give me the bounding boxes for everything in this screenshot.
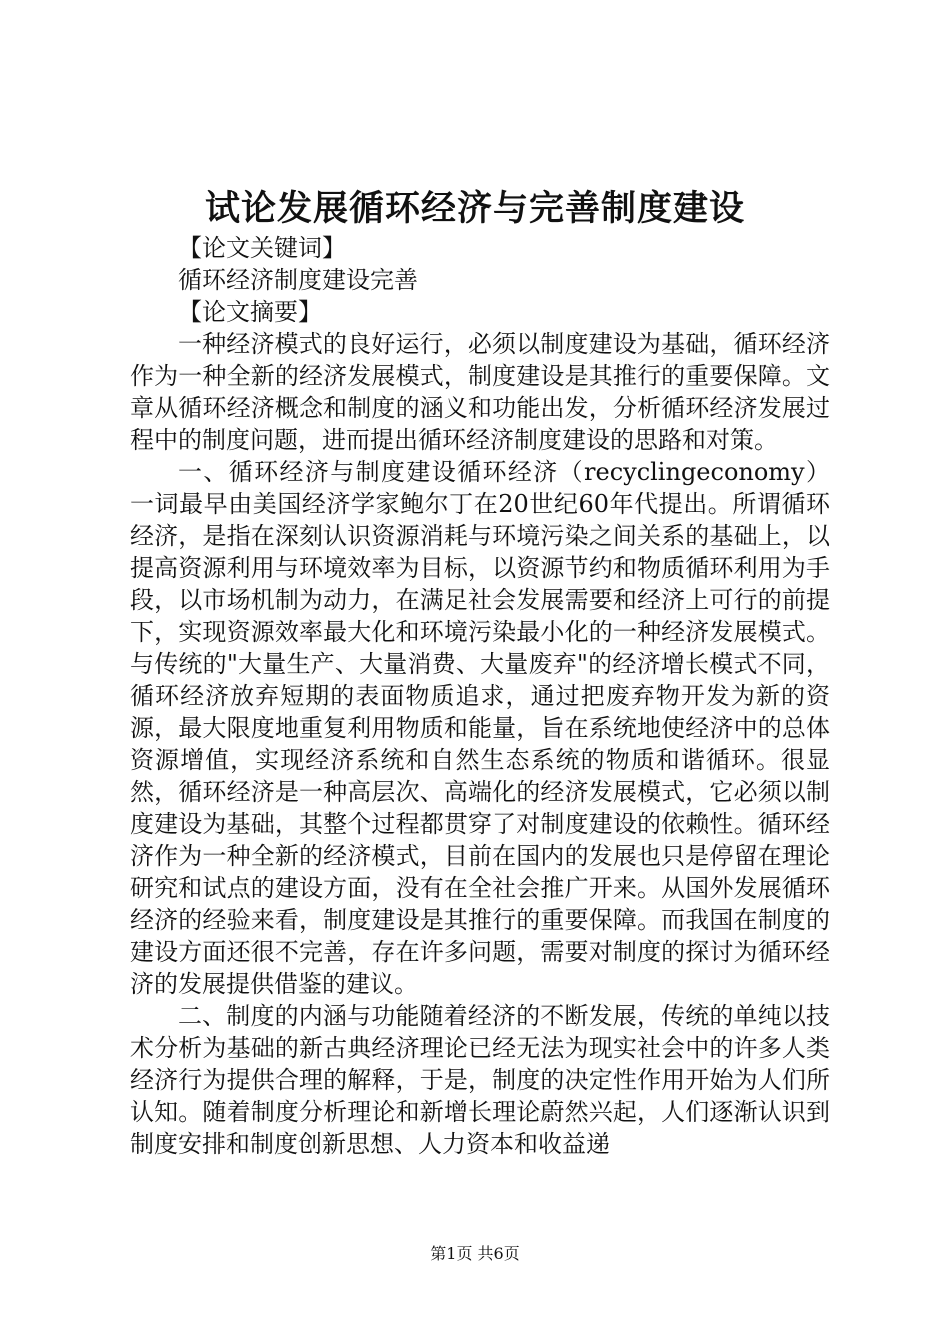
document-body (130, 232, 830, 1160)
document-title: 试论发展循环经济与完善制度建设 (204, 188, 745, 229)
section-2-paragraph: 二、制度的内涵与功能随着经济的不断发展，传统的单纯以技术分析为基础的新古典经济理论已经无法为现实社会中的许多人类经济行为提供合理的解释，于是，制度的决定性作用开始为人们所认知。随着制度分析理论和新增长理论蔚然兴起，人们逐渐认识到制度安排和制度创新思想、人力资本和收益递 (130, 1002, 830, 1158)
section-1-paragraph: 一、循环经济与制度建设循环经济（recyclingeconomy）一词最早由美国经济学家鲍尔丁在20世纪60年代提出。所谓循环经济，是指在深刻认识资源消耗与环境污染之间关系的基础上，以提高资源利用与环境效率为目标，以资源节约和物质循环利用为手段，以市场机制为动力，在满足社会发展需要和经济上可行的前提下，实现资源效率最大化和环境污染最小化的一种经济发展模式。与传统的"大量生产、大量消费、大量废弃"的经济增长模式不同，循环经济放弃短期的表面物质追求，通过把废弃物开发为新的资源，最大限度地重复利用物质和能量，旨在系统地使经济中的总体资源增值，实现经济系统和自然生态系统的物质和谐循环。很显然，循环经济是一种高层次、高端化的经济发展模式，它必须以制度建设为基础，其整个过程都贯穿了对制度建设的依赖性。循环经济作为一种全新的经济模式，目前在国内的发展也只是停留在理论研究和试点的建设方面，没有在全社会推广开来。从国外发展循环经济的经验来看，制度建设是其推行的重要保障。而我国在制度的建设方面还很不完善，存在许多问题，需要对制度的探讨为循环经济的发展提供借鉴的建议。 (130, 458, 830, 998)
keywords-text: 循环经济制度建设完善 (178, 266, 418, 294)
keywords-heading: 【论文关键词】 (178, 234, 346, 262)
page-number-footer: 第1页 共6页 (430, 1244, 520, 1263)
abstract-heading: 【论文摘要】 (178, 298, 322, 326)
abstract-paragraph: 一种经济模式的良好运行，必须以制度建设为基础，循环经济作为一种全新的经济发展模式，制度建设是其推行的重要保障。文章从循环经济概念和制度的涵义和功能出发，分析循环经济发展过程中的制度问题，进而提出循环经济制度建设的思路和对策。 (130, 330, 830, 454)
